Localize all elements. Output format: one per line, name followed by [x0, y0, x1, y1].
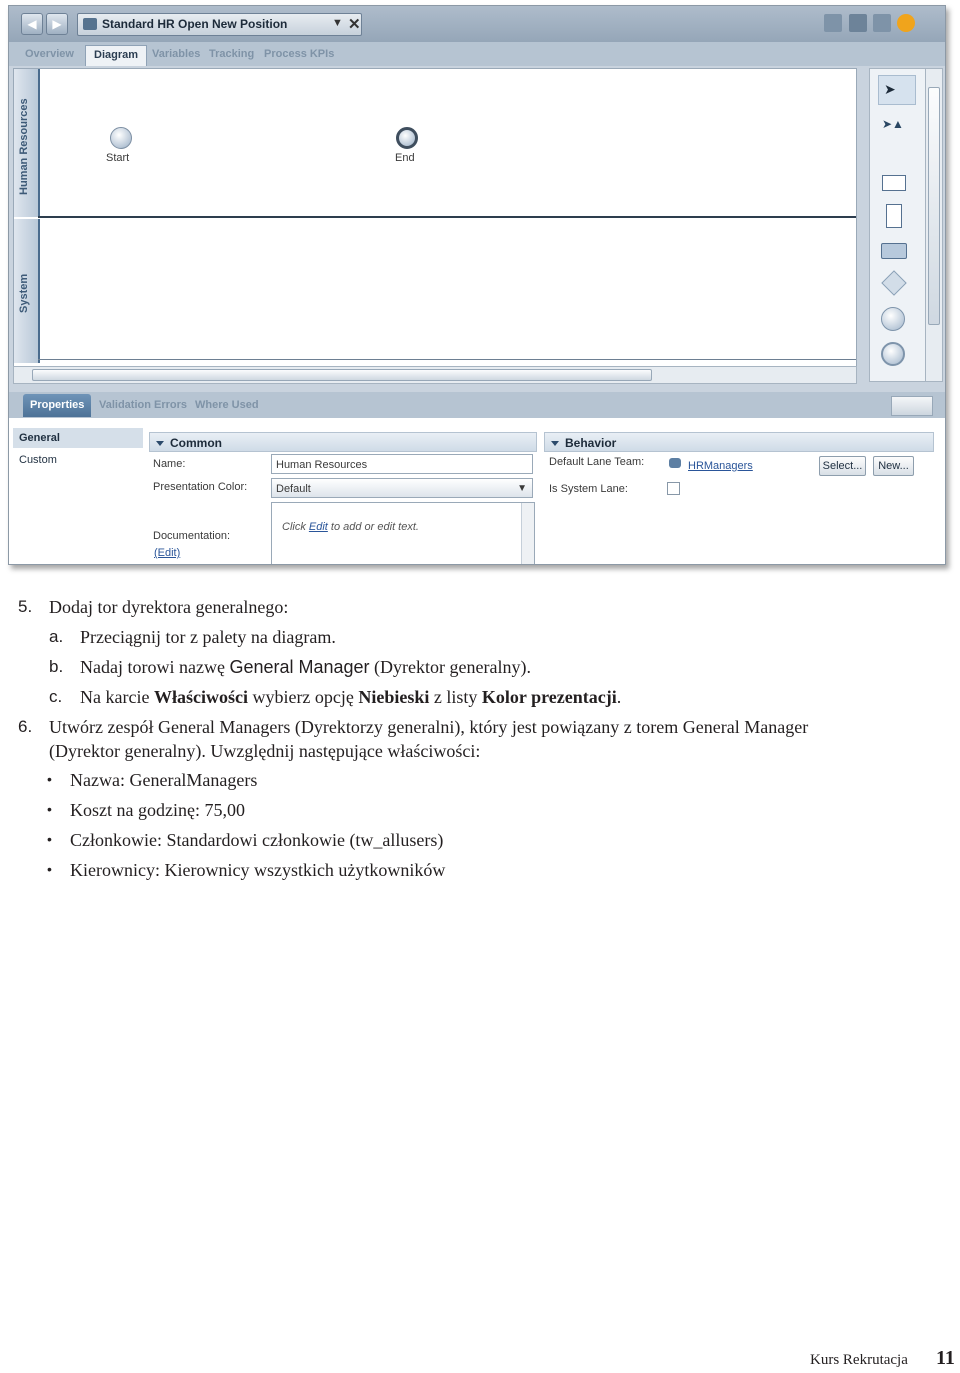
- tab-overview[interactable]: Overview: [25, 48, 74, 60]
- tab-validation-errors[interactable]: Validation Errors: [99, 399, 188, 411]
- lane-name: General Manager: [229, 657, 370, 677]
- end-event[interactable]: [396, 127, 418, 149]
- note-tool-icon[interactable]: [886, 204, 902, 228]
- documentation-hint: [282, 521, 419, 533]
- end-event-label: End: [395, 152, 415, 164]
- common-section-header[interactable]: Common: [149, 432, 537, 452]
- event-tool-icon[interactable]: [881, 307, 905, 331]
- vertical-scrollbar[interactable]: [925, 68, 943, 382]
- chevron-down-icon: ▼: [517, 483, 527, 494]
- step-5c-letter: c.: [49, 687, 63, 706]
- step-5a-text: Przeciągnij tor z palety na diagram.: [80, 627, 336, 647]
- name-label: Name:: [153, 458, 186, 470]
- gateway-tool-icon[interactable]: [881, 270, 906, 295]
- presentation-color-value: Default: [276, 483, 311, 495]
- sequence-flow-icon[interactable]: ➤▲: [882, 117, 904, 131]
- documentation-box[interactable]: [271, 502, 535, 565]
- screenshot-figure: [8, 5, 946, 565]
- step-5c-text: [80, 687, 621, 708]
- properties-sidebar: [13, 422, 143, 562]
- diagram-canvas[interactable]: [13, 68, 857, 368]
- lane-header-system[interactable]: [14, 219, 40, 363]
- close-icon[interactable]: ✕: [348, 16, 361, 33]
- start-event[interactable]: [110, 127, 132, 149]
- step-5b-letter: b.: [49, 657, 64, 676]
- pointer-icon: ➤: [884, 81, 896, 97]
- page-number: 11: [936, 1347, 955, 1369]
- sidebar-item-custom[interactable]: Custom: [19, 454, 57, 466]
- bullet-icon: •: [47, 861, 52, 877]
- name-input[interactable]: Human Resources: [271, 454, 533, 474]
- presentation-color-select[interactable]: [271, 478, 533, 498]
- presentation-color-label: Presentation Color:: [153, 481, 248, 493]
- behavior-section-header[interactable]: Behavior: [544, 432, 934, 452]
- text-run: z listy: [429, 687, 482, 707]
- properties-tabs: [9, 392, 945, 418]
- editor-tabs: [9, 42, 945, 66]
- editor-toolbar: [9, 6, 945, 42]
- tab-properties[interactable]: Properties: [23, 394, 91, 417]
- lane-divider[interactable]: [38, 216, 856, 218]
- text-run: (Dyrektor generalny).: [369, 657, 531, 677]
- breadcrumb[interactable]: [77, 13, 362, 36]
- start-event-label: Start: [106, 152, 130, 164]
- team-icon: [669, 458, 681, 468]
- text-run: Nadaj torowi nazwę: [80, 657, 230, 677]
- step-6-number: 6.: [18, 717, 33, 736]
- properties-pane: [9, 418, 945, 564]
- step-5-text: Dodaj tor dyrektora generalnego:: [49, 597, 289, 617]
- step-6-line-2: (Dyrektor generalny). Uwzględnij następujące właściwości:: [49, 741, 481, 761]
- hint-text: to add or edit text.: [327, 521, 419, 533]
- documentation-label: Documentation:: [153, 530, 231, 542]
- hint-text: Click: [282, 521, 309, 533]
- new-button[interactable]: New...: [873, 456, 914, 476]
- step-5b-text: [80, 657, 531, 678]
- hrmanagers-link[interactable]: HRManagers: [688, 460, 753, 472]
- step-5a-letter: a.: [49, 627, 64, 646]
- ui-term: Właściwości: [153, 687, 248, 707]
- horizontal-scrollbar[interactable]: [13, 366, 857, 384]
- hint-edit-link[interactable]: Edit: [308, 521, 328, 533]
- bullet-icon: •: [47, 801, 52, 817]
- documentation-edit-link[interactable]: (Edit): [154, 547, 181, 559]
- footer-title: Kurs Rekrutacja: [810, 1352, 908, 1368]
- bullet-item: Członkowie: Standardowi członkowie (tw_allusers): [70, 830, 444, 850]
- lane-tool-icon[interactable]: [882, 175, 906, 191]
- validate-icon[interactable]: [849, 14, 867, 32]
- bullet-icon: •: [47, 771, 52, 787]
- text-run: .: [616, 687, 622, 707]
- bullet-item: Nazwa: GeneralManagers: [70, 770, 258, 790]
- bullet-item: Koszt na godzinę: 75,00: [70, 800, 245, 820]
- back-arrow-icon: ◀: [27, 17, 37, 31]
- tab-tracking[interactable]: Tracking: [209, 48, 255, 60]
- palette: [869, 68, 927, 382]
- tab-diagram[interactable]: Diagram: [85, 45, 147, 66]
- step-6-line-1: Utwórz zespół General Managers (Dyrektorzy generalni), który jest powiązany z torem General Manager: [49, 717, 809, 737]
- is-system-lane-label: Is System Lane:: [549, 483, 628, 495]
- run-icon[interactable]: [897, 14, 915, 32]
- lane-label: Human Resources: [18, 98, 30, 195]
- lane-header-human-resources[interactable]: [14, 69, 40, 217]
- step-5-number: 5.: [18, 597, 33, 616]
- tab-where-used[interactable]: Where Used: [195, 399, 259, 411]
- documentation-scrollbar[interactable]: [521, 503, 534, 565]
- process-icon: [83, 18, 97, 30]
- bullet-icon: •: [47, 831, 52, 847]
- lane-label: System: [18, 273, 30, 313]
- chevron-down-icon[interactable]: ▼: [332, 17, 343, 29]
- export-icon[interactable]: [824, 14, 842, 32]
- breadcrumb-title: Standard HR Open New Position: [102, 17, 288, 31]
- system-lane-checkbox[interactable]: [667, 482, 680, 495]
- forward-button[interactable]: [46, 13, 68, 35]
- scroll-thumb[interactable]: [32, 369, 652, 381]
- back-button[interactable]: [21, 13, 43, 35]
- lane-divider: [38, 359, 856, 360]
- activity-tool-icon[interactable]: [881, 243, 907, 259]
- ui-term: Niebieski: [358, 687, 430, 707]
- sidebar-item-general[interactable]: General: [13, 428, 143, 448]
- intermediate-event-icon[interactable]: [881, 342, 905, 366]
- maximize-button[interactable]: [891, 396, 933, 416]
- default-lane-team-label: Default Lane Team:: [549, 456, 645, 468]
- text-run: Na karcie: [80, 687, 154, 707]
- tab-process-kpis[interactable]: Process KPIs: [264, 48, 335, 60]
- forward-arrow-icon: ▶: [52, 17, 62, 31]
- tab-variables[interactable]: Variables: [152, 48, 201, 60]
- ui-term: Kolor prezentacji: [481, 687, 617, 707]
- scroll-thumb[interactable]: [928, 87, 940, 325]
- settings-icon[interactable]: [873, 14, 891, 32]
- bullet-item: Kierownicy: Kierownicy wszystkich użytkowników: [70, 860, 446, 880]
- select-button[interactable]: Select...: [819, 456, 866, 476]
- text-run: wybierz opcję: [247, 687, 359, 707]
